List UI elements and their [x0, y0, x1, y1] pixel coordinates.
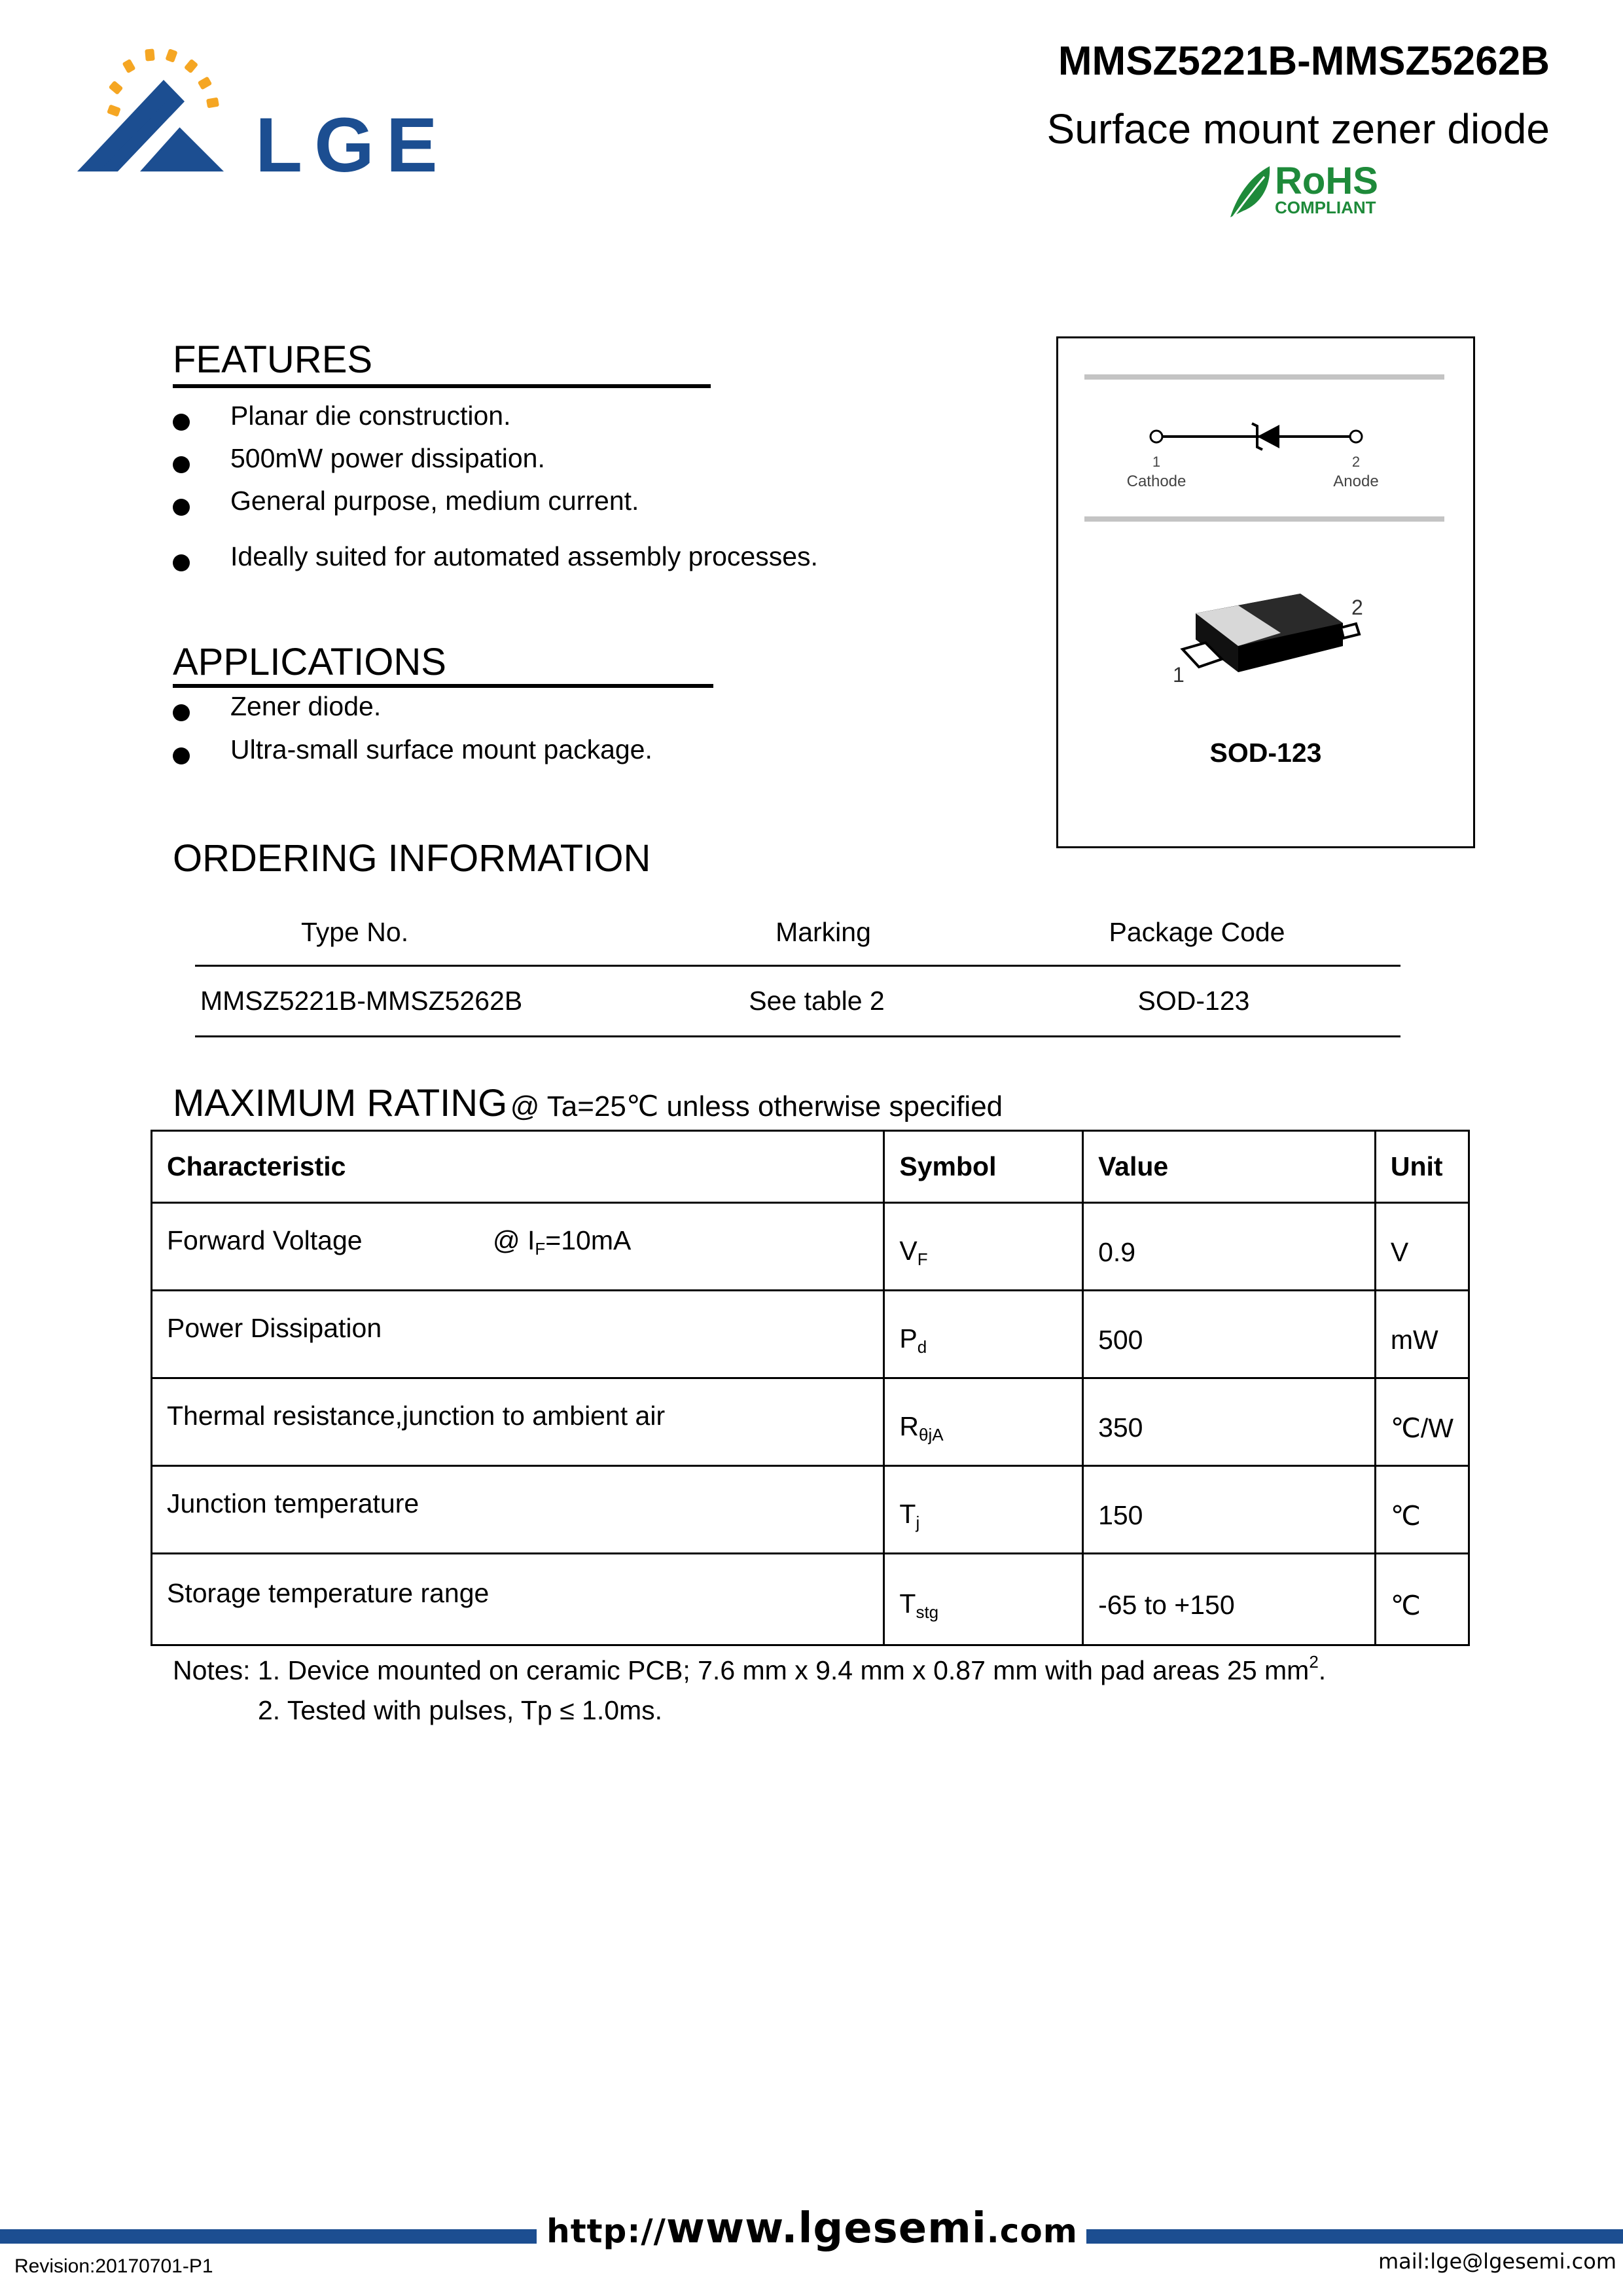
- applications-list: [173, 691, 652, 778]
- lead-1-label: 1: [1173, 663, 1185, 687]
- header-value: Value: [1083, 1131, 1376, 1203]
- package-diagram-box: [1056, 336, 1475, 848]
- cell-symbol: $P_d$: [884, 1291, 1083, 1378]
- max-rating-heading: [173, 1081, 1003, 1125]
- website-url[interactable]: http://www.lgesemi.com: [546, 2204, 1078, 2253]
- ordering-table: [195, 900, 1400, 1037]
- cell-type-no: MMSZ5221B-MMSZ5262B: [200, 986, 523, 1016]
- divider: [1084, 516, 1444, 522]
- feature-item: Planar die construction.: [173, 401, 818, 443]
- feature-item: General purpose, medium current.: [173, 486, 818, 541]
- cell-value: -65 to +150: [1083, 1554, 1376, 1645]
- cell-symbol: $R_{\theta jA}$: [884, 1378, 1083, 1466]
- cell-characteristic: Storage temperature range: [152, 1554, 884, 1645]
- cell-value: 150: [1083, 1466, 1376, 1554]
- max-rating-condition: @ Ta=25℃ unless otherwise specified: [510, 1090, 1003, 1122]
- cell-characteristic: Power Dissipation: [152, 1291, 884, 1378]
- header-package-code: Package Code: [1109, 917, 1285, 947]
- sod123-package-drawing: [1169, 587, 1366, 698]
- cell-value: 500: [1083, 1291, 1376, 1378]
- lge-logo: [72, 33, 478, 188]
- rohs-compliant-badge: [1224, 157, 1394, 223]
- pin1-number: 1: [1152, 454, 1161, 470]
- footer-bar-right: [1086, 2229, 1623, 2244]
- bullet-icon: [173, 554, 190, 571]
- header-characteristic: Characteristic: [152, 1131, 884, 1203]
- rating-row: [152, 1378, 1469, 1466]
- note-2: 2. Tested with pulses, Tp ≤ 1.0ms.: [258, 1695, 663, 1725]
- bullet-icon: [173, 414, 190, 431]
- features-list: [173, 401, 818, 584]
- ordering-header-row: [195, 900, 1400, 967]
- footer-bar-left: [0, 2229, 537, 2244]
- pin2-number: 2: [1351, 454, 1361, 470]
- zener-diode-symbol: [1126, 410, 1385, 509]
- bullet-icon: [173, 704, 190, 721]
- max-rating-title: MAXIMUM RATING: [173, 1082, 508, 1124]
- bullet-icon: [173, 747, 190, 764]
- cell-symbol: $V_F$: [884, 1203, 1083, 1291]
- pin2-name: Anode: [1333, 473, 1379, 490]
- applications-rule: [173, 684, 713, 688]
- bullet-icon: [173, 456, 190, 473]
- ordering-title: ORDERING INFORMATION: [173, 837, 651, 880]
- rohs-sub-text: COMPLIANT: [1275, 198, 1376, 217]
- cell-unit: ℃: [1375, 1466, 1469, 1554]
- note-1: Notes: 1. Device mounted on ceramic PCB; 7.6 mm x 9.4 mm x 0.87 mm with pad areas 25 $mm^2$.: [173, 1652, 1327, 1685]
- header-symbol: Symbol: [884, 1131, 1083, 1203]
- logo-text: LGE: [255, 102, 450, 188]
- features-rule: [173, 384, 711, 388]
- header-type-no: Type No.: [301, 917, 409, 947]
- cell-symbol: $T_j$: [884, 1466, 1083, 1554]
- cell-unit: ℃: [1375, 1554, 1469, 1645]
- cell-unit: V: [1375, 1203, 1469, 1291]
- rating-row: [152, 1291, 1469, 1378]
- bullet-icon: [173, 499, 190, 516]
- cell-value: 350: [1083, 1378, 1376, 1466]
- rating-header-row: [152, 1131, 1469, 1203]
- ordering-row: [195, 967, 1400, 1037]
- rating-row: [152, 1466, 1469, 1554]
- rating-row: [152, 1554, 1469, 1645]
- rohs-main-text: RoHS: [1275, 160, 1378, 202]
- divider: [1084, 374, 1444, 380]
- cell-unit: ℃/W: [1375, 1378, 1469, 1466]
- applications-title: APPLICATIONS: [173, 641, 446, 683]
- cell-characteristic: Forward Voltage @ $I_F=10mA$: [152, 1203, 884, 1291]
- feature-item: 500mW power dissipation.: [173, 443, 818, 486]
- package-name: SOD-123: [1209, 738, 1322, 768]
- cell-value: 0.9: [1083, 1203, 1376, 1291]
- document-subtitle: Surface mount zener diode: [1046, 105, 1550, 152]
- revision-label: Revision:20170701-P1: [14, 2255, 213, 2277]
- feature-item: Ideally suited for automated assembly processes.: [173, 541, 818, 584]
- cell-unit: mW: [1375, 1291, 1469, 1378]
- pin1-name: Cathode: [1126, 473, 1186, 490]
- cell-package-code: SOD-123: [1137, 986, 1250, 1016]
- max-rating-table: [151, 1130, 1470, 1646]
- leaf-icon: [1230, 166, 1270, 217]
- test-condition: @ $I_F=10mA$: [493, 1225, 632, 1259]
- contact-email[interactable]: mail:lge@lgesemi.com: [1378, 2249, 1616, 2274]
- cell-characteristic: Junction temperature: [152, 1466, 884, 1554]
- application-item: Zener diode.: [173, 691, 652, 734]
- part-number-range: MMSZ5221B-MMSZ5262B: [1058, 39, 1550, 84]
- cell-marking: See table 2: [749, 986, 885, 1016]
- application-item: Ultra-small surface mount package.: [173, 734, 652, 778]
- rating-row: [152, 1203, 1469, 1291]
- lead-2-label: 2: [1351, 596, 1363, 619]
- cell-symbol: $T_{stg}$: [884, 1554, 1083, 1645]
- cell-characteristic: Thermal resistance,junction to ambient air: [152, 1378, 884, 1466]
- features-title: FEATURES: [173, 338, 373, 381]
- header-marking: Marking: [776, 917, 871, 947]
- header-unit: Unit: [1375, 1131, 1469, 1203]
